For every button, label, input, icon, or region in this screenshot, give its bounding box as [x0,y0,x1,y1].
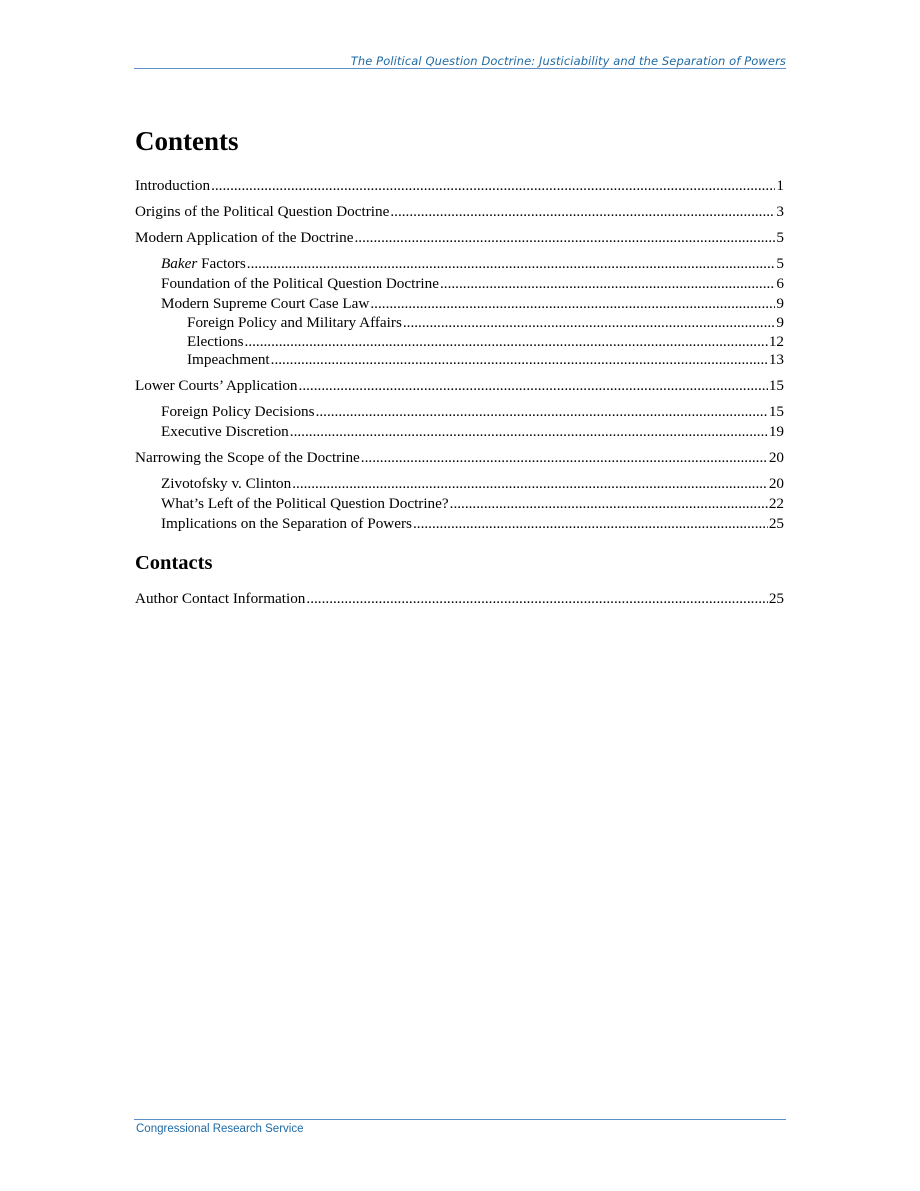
toc-entry-label: Introduction [135,177,211,194]
toc-entry-label: What’s Left of the Political Question Doctrine? [161,494,449,512]
toc-entry-label: Modern Supreme Court Case Law [161,295,370,312]
contents-title: Contents [135,126,239,156]
toc-dot-leader [290,422,768,442]
toc-dot-leader [245,333,768,352]
toc-entry-narrowing-scope[interactable] [135,448,784,468]
toc-entry-page: 12 [768,332,784,350]
toc-entry-page: 5 [776,255,784,272]
toc-dot-leader [370,294,775,314]
toc-dot-leader [413,514,768,534]
toc-entry-foreign-policy-decisions[interactable] [135,402,784,422]
toc-dot-leader [354,228,775,248]
toc-entry-page: 25 [768,590,784,607]
footer-organization: Congressional Research Service [136,1123,304,1135]
toc-entry-label-rest: Factors [197,255,246,272]
toc-dot-leader [292,474,768,494]
toc-entry-label [161,254,246,274]
toc-entry-author-contact[interactable] [135,589,784,609]
toc-entry-zivotofsky[interactable] [135,474,784,494]
toc-entry-page: 15 [768,402,784,420]
toc-entry-supreme-court-case-law[interactable] [135,294,784,314]
toc-entry-label: Zivotofsky v. Clinton [161,474,292,492]
toc-entry-page: 20 [768,448,784,466]
toc-entry-page: 5 [776,229,784,246]
toc-entry-introduction[interactable] [135,176,784,196]
toc-entry-label: Implications on the Separation of Powers [161,514,412,532]
toc-entry-label: Executive Discretion [161,422,289,440]
running-header-title: The Political Question Doctrine: Justiciability and the Separation of Powers [350,54,786,68]
toc-entry-elections[interactable] [135,333,784,352]
toc-entry-implications[interactable] [135,514,784,534]
toc-entry-page: 9 [776,295,784,312]
toc-entry-page: 3 [776,203,784,220]
toc-entry-lower-courts[interactable] [135,376,784,396]
toc-dot-leader [403,314,776,333]
toc-entry-page: 6 [776,275,784,292]
toc-entry-executive-discretion[interactable] [135,422,784,442]
toc-entry-page: 19 [768,422,784,440]
toc-entry-foundation[interactable] [135,274,784,294]
toc-entry-impeachment[interactable] [135,351,784,370]
toc-entry-label: Origins of the Political Question Doctrine [135,203,390,220]
toc-entry-whats-left[interactable] [135,494,784,514]
toc-entry-baker-factors[interactable] [135,254,784,274]
toc-entry-label: Narrowing the Scope of the Doctrine [135,448,360,466]
toc-entry-label-italic: Baker [161,255,198,272]
toc-entry-label: Foreign Policy and Military Affairs [187,314,402,331]
toc-dot-leader [306,589,767,609]
toc-dot-leader [390,202,775,222]
toc-dot-leader [247,254,776,274]
toc-entry-page: 1 [776,177,784,194]
toc-entry-label: Modern Application of the Doctrine [135,229,354,246]
contacts-title: Contacts [135,552,213,574]
toc-dot-leader [271,351,768,370]
toc-dot-leader [211,176,775,196]
toc-entry-label: Foreign Policy Decisions [161,402,315,420]
toc-entry-label: Impeachment [187,351,270,368]
toc-entry-label: Foundation of the Political Question Doctrine [161,275,439,292]
toc-dot-leader [299,376,768,396]
toc-entry-page: 15 [768,376,784,394]
toc-entry-page: 22 [768,494,784,512]
toc-dot-leader [450,494,768,514]
table-of-contents [135,176,784,534]
contacts-list [135,589,784,609]
toc-entry-origins[interactable] [135,202,784,222]
toc-entry-label: Author Contact Information [135,590,306,607]
toc-entry-page: 20 [768,474,784,492]
header-divider [134,68,786,69]
toc-dot-leader [440,274,775,294]
toc-entry-label: Elections [187,332,244,350]
toc-entry-modern-application[interactable] [135,228,784,248]
toc-entry-foreign-policy-military[interactable] [135,314,784,333]
toc-entry-page: 9 [776,314,784,331]
toc-dot-leader [316,402,768,422]
toc-entry-label: Lower Courts’ Application [135,376,298,394]
toc-dot-leader [361,448,768,468]
toc-entry-page: 25 [768,514,784,532]
toc-entry-page: 13 [768,351,784,368]
footer-divider [134,1119,786,1120]
